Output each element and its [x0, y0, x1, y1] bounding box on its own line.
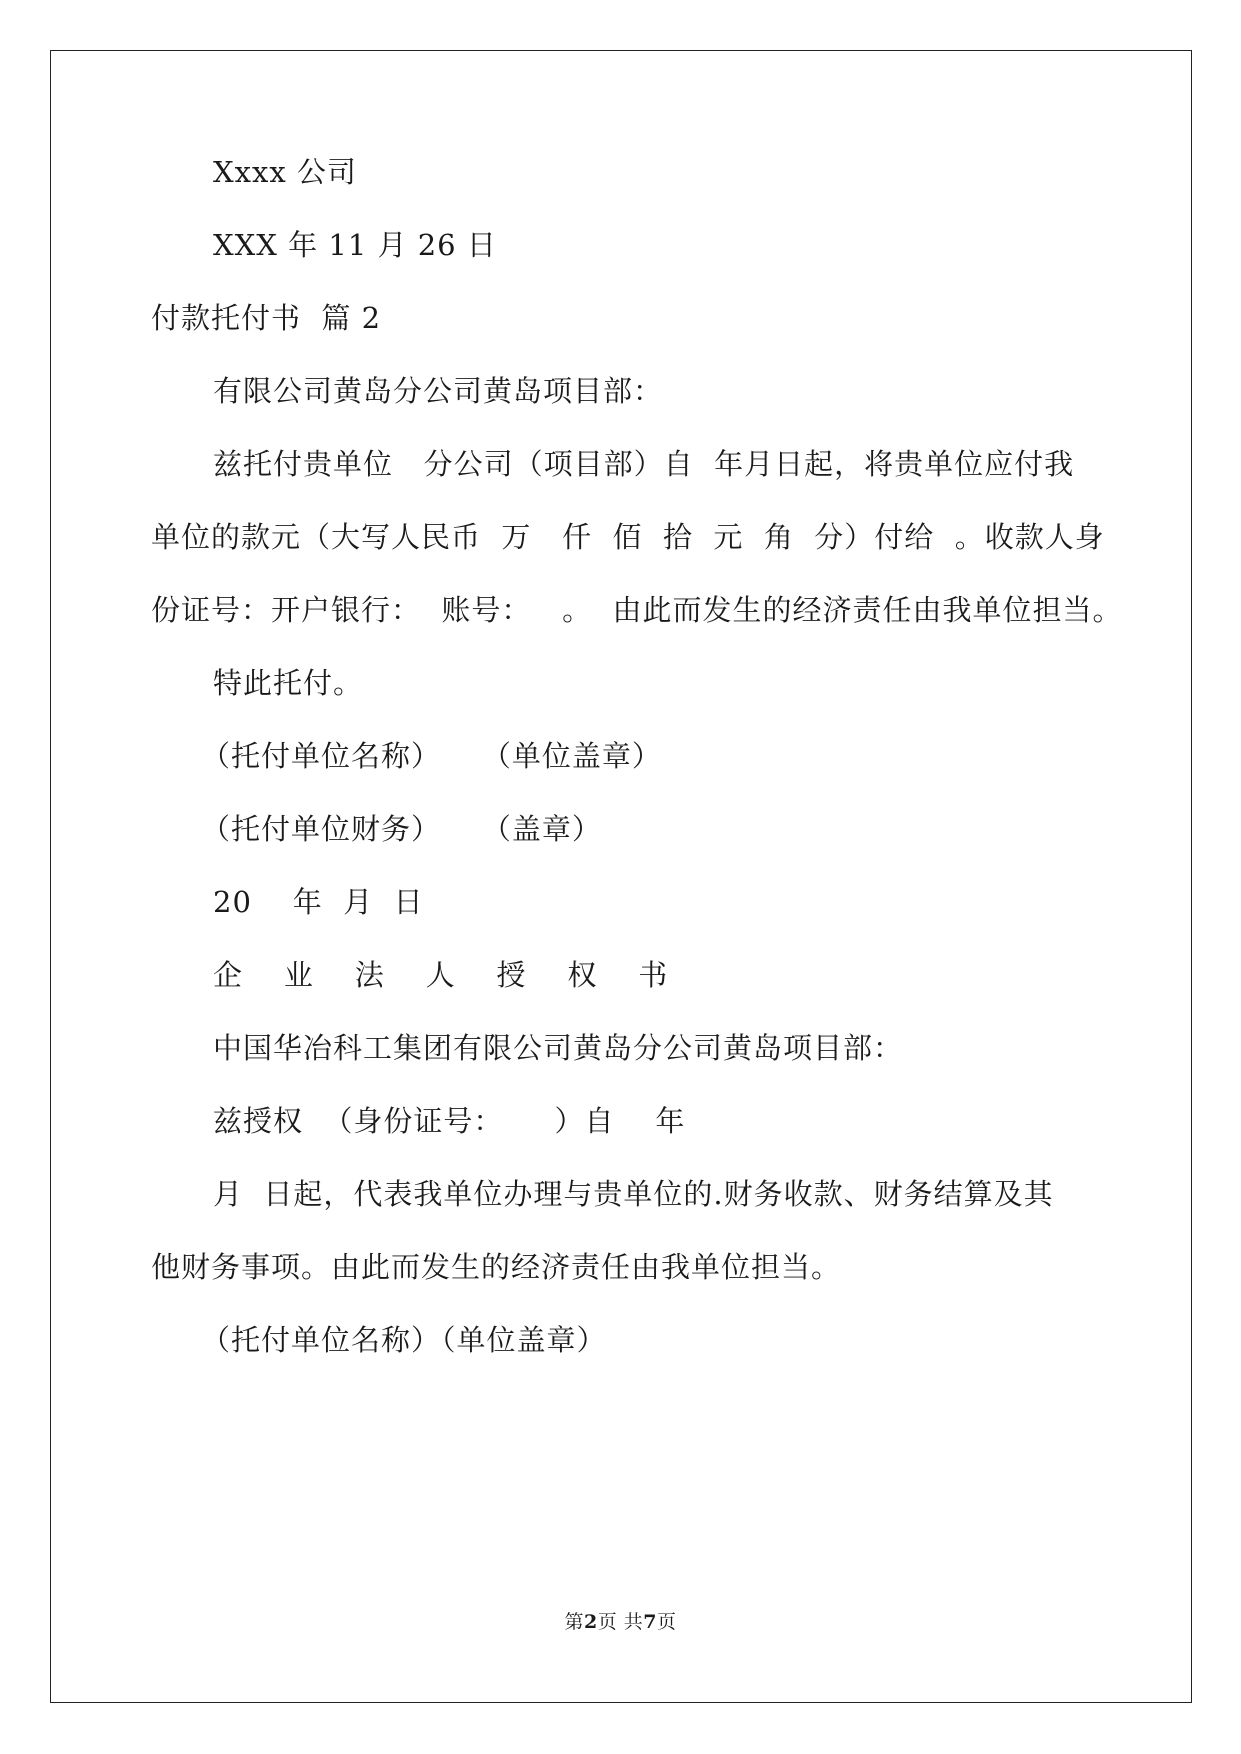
signature-line: （托付单位名称）（单位盖章） — [201, 1323, 607, 1357]
date-line: XXX 年 11 月 26 日 — [213, 228, 497, 262]
company-name: Xxxx 公司 — [213, 155, 357, 189]
signature-line: （托付单位财务） （盖章） — [201, 812, 602, 846]
footer-mid: 页 共 — [597, 1611, 644, 1633]
body-paragraph-line: 单位的款元（大写人民币 万 仟 佰 拾 元 角 分）付给 。收款人身 — [151, 520, 1105, 554]
body-paragraph-line: 兹托付贵单位 分公司（项目部）自 年月日起，将贵单位应付我 — [213, 447, 1075, 481]
footer-total-pages: 7 — [643, 1611, 657, 1633]
addressee: 有限公司黄岛分公司黄岛项目部： — [213, 374, 664, 408]
signature-line: （托付单位名称） （单位盖章） — [201, 739, 662, 773]
section-title: 付款托付书 篇 2 — [151, 301, 382, 335]
addressee: 中国华冶科工集团有限公司黄岛分公司黄岛项目部： — [213, 1031, 904, 1065]
body-paragraph-line: 份证号：开户银行： 账号： 。 由此而发生的经济责任由我单位担当。 — [151, 593, 1123, 627]
footer-page-number: 2 — [583, 1611, 598, 1633]
body-paragraph-line: 月 日起，代表我单位办理与贵单位的.财务收款、财务结算及其 — [213, 1177, 1054, 1211]
body-paragraph-line: 他财务事项。由此而发生的经济责任由我单位担当。 — [151, 1250, 842, 1284]
closing-line: 特此托付。 — [213, 666, 364, 700]
date-placeholder: 20 年 月 日 — [213, 885, 424, 919]
page-footer — [0, 1610, 1241, 1634]
section-heading: 企 业 法 人 授 权 书 — [213, 958, 669, 992]
footer-suffix: 页 — [657, 1611, 677, 1633]
footer-prefix: 第 — [564, 1611, 584, 1633]
body-paragraph-line: 兹授权 （身份证号： ）自 年 — [213, 1104, 686, 1138]
